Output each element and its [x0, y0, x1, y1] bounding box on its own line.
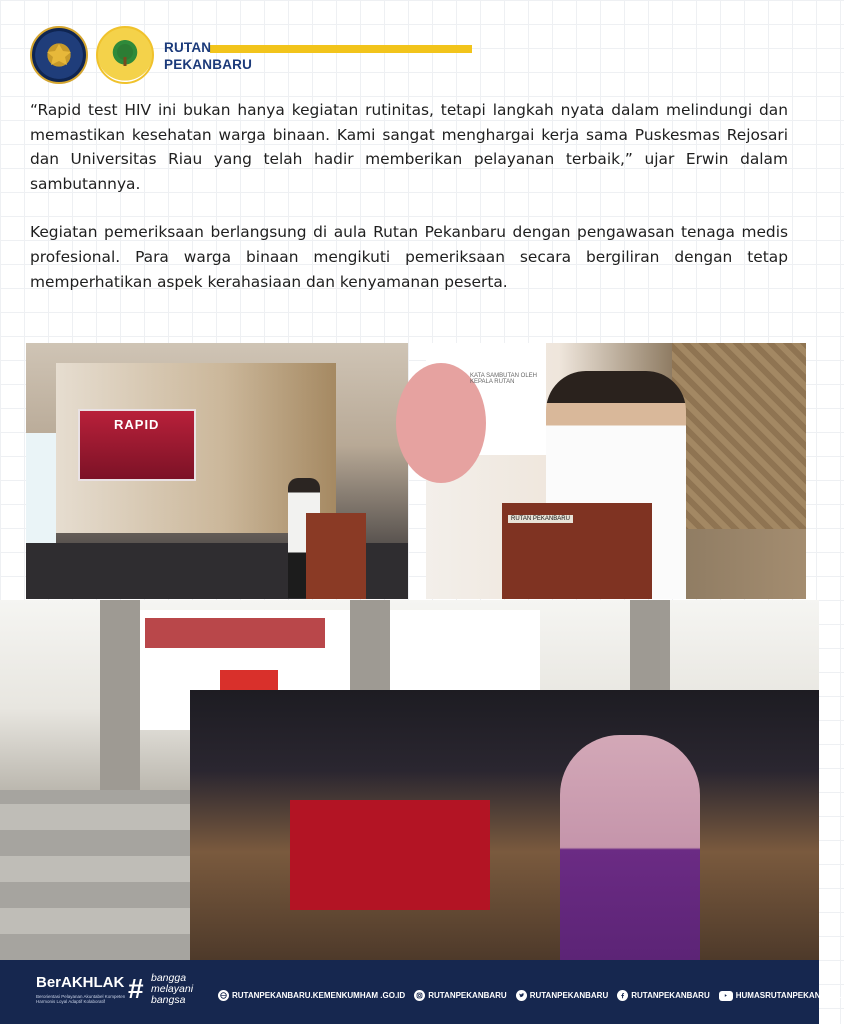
hashtag-icon: # — [128, 973, 144, 1004]
social-youtube[interactable] — [719, 991, 844, 1001]
kemenkumham-logo — [30, 26, 88, 84]
berakhlak-wordmark: BerAKHLAK — [36, 974, 125, 991]
red-chairs — [290, 800, 490, 910]
social-facebook-label: RUTANPEKANBARU — [631, 991, 710, 1000]
article-paragraph-1: “Rapid test HIV ini bukan hanya kegiatan rutinitas, tetapi langkah nyata dalam melindungi dan memastikan kesehatan warga binaan. Kami sangat menghargai kerja sama Puskesmas Rejosari dan Universitas Riau yang telah hadir memberikan pelayanan terbaik,” ujar Erwin dalam sambutannya. — [30, 101, 788, 193]
presentation-screen — [426, 343, 546, 455]
social-website-label: RUTANPEKANBARU.KEMENKUMHAM .GO.ID — [232, 991, 406, 1000]
textured-wall — [672, 343, 806, 529]
social-instagram[interactable] — [414, 990, 507, 1001]
photo-audience — [0, 600, 819, 960]
audience-crowd — [190, 690, 819, 960]
pemasyarakatan-logo — [96, 26, 154, 84]
berakhlak-logo — [36, 975, 128, 1004]
slogan-line-2: melayani — [151, 983, 194, 995]
photo-stage-wide — [26, 343, 408, 599]
podium — [502, 503, 652, 599]
screen-caption: KATA SAMBUTAN OLEH KEPALA RUTAN — [470, 373, 538, 385]
social-youtube-label: HUMASRUTANPEKANBARU — [735, 991, 844, 1000]
attendee-figure — [560, 735, 700, 960]
org-title-line1: RUTAN — [164, 40, 212, 55]
social-instagram-label: RUTANPEKANBARU — [428, 991, 507, 1000]
garuda-emblem-icon — [44, 40, 74, 70]
building-roof — [145, 618, 325, 648]
podium — [306, 513, 366, 599]
podium-label: RUTAN PEKANBARU — [508, 515, 573, 523]
pillar — [100, 600, 140, 790]
header — [30, 24, 490, 84]
rapid-banner — [78, 409, 196, 481]
social-facebook[interactable] — [617, 990, 710, 1001]
social-twitter-label: RUTANPEKANBARU — [529, 991, 609, 1000]
berakhlak-tagline: Berorientasi Pelayanan Akuntabel Kompeten Harmonis Loyal Adaptif Kolaboratif — [36, 994, 126, 1004]
social-links — [218, 990, 844, 1001]
org-title-line2: PEKANBARU — [164, 57, 253, 72]
photo-speaker-closeup — [426, 343, 806, 599]
article-paragraph-2: Kegiatan pemeriksaan berlangsung di aula Rutan Pekanbaru dengan pengawasan tenaga medis profesional. Para warga binaan mengikuti pemeriksaan secara bergiliran dengan tetap memperhatikan aspek kerahasiaan dan kenyamanan peserta. — [30, 223, 788, 291]
youtube-icon — [719, 991, 733, 1001]
footer — [0, 960, 844, 1024]
rapid-banner-text: RAPID — [114, 417, 160, 432]
instagram-icon — [414, 990, 425, 1001]
slogan-line-1: bangga — [151, 972, 187, 984]
org-title — [164, 39, 252, 73]
globe-icon — [218, 990, 229, 1001]
tree-emblem-icon — [110, 40, 140, 70]
slogan-line-3: bangsa — [151, 994, 186, 1006]
social-twitter[interactable] — [516, 990, 609, 1001]
facebook-icon — [617, 990, 628, 1001]
social-website[interactable] — [218, 990, 405, 1001]
twitter-icon — [516, 990, 527, 1001]
article-body — [30, 98, 788, 294]
slogan — [151, 973, 193, 1006]
